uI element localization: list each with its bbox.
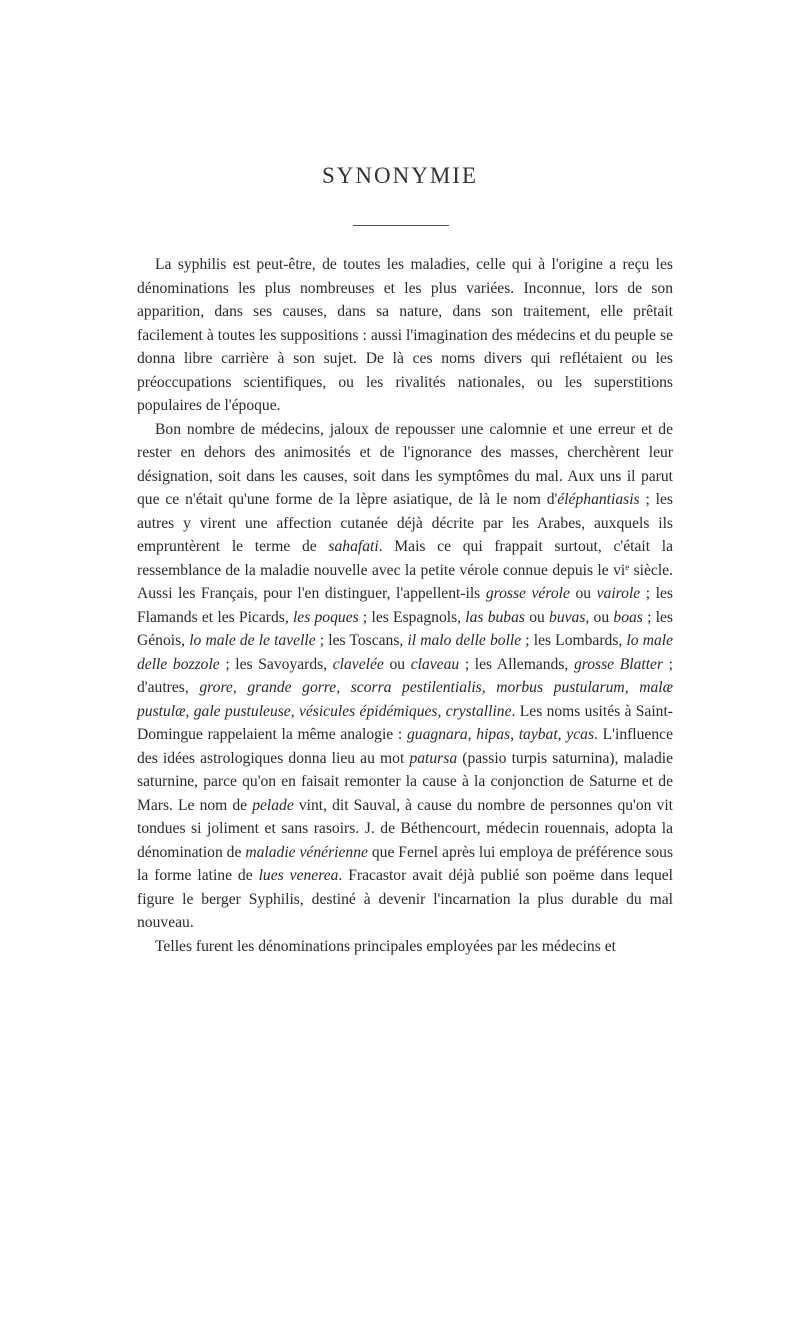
text-run: vint, dit Sauval, à cause du nombre de personnes qu'on vit tondues si joliment et sans rasoirs. J. de Béthencourt, médecin rouennais, adopta la dénomination de <box>137 796 673 861</box>
text-run: siècle. Aussi les Français, pour l'en distinguer, l'appellent-ils <box>137 561 673 602</box>
text-run: ; les Génois, <box>137 608 673 649</box>
text-run: vi <box>613 561 626 579</box>
italic-term: vairole <box>596 585 641 602</box>
body-text <box>137 253 673 958</box>
text-run: ou <box>383 655 411 673</box>
text-run: ; les Flamands et les Picards, <box>137 585 673 626</box>
text-run: . Mais ce qui frappait surtout, c'était la ressemblance de la maladie nouvelle avec la petite vérole connue depuis le <box>137 538 673 579</box>
text-run: (passio turpis saturnina), maladie saturnine, parce qu'on en faisait remonter la cause à la conjonction de Saturne et de Mars. Le nom de <box>137 749 673 814</box>
title-divider <box>353 225 449 226</box>
text-run: ; les Toscans, <box>315 632 408 649</box>
text-run: , ou <box>585 608 614 626</box>
italic-term: il malo delle bolle <box>407 632 522 649</box>
italic-term: claveau <box>410 655 460 673</box>
paragraph <box>137 418 673 935</box>
text-run: Bon nombre de médecins, jaloux de repousser une calomnie et une erreur et de rester en dehors des animosités et de l'ignorance des masses, cherchèrent leur désignation, soit dans les causes, soit dans les symptômes du mal. Aux uns il parut que ce n'était qu'une forme de la lèpre asiatique, de là le nom d' <box>137 420 673 508</box>
text-run: ; les Savoyards, <box>219 655 333 673</box>
italic-term: patursa <box>409 749 458 767</box>
text-run: ou <box>569 585 597 602</box>
italic-term: lo male delle bozzole <box>137 632 674 673</box>
italic-term: éléphantiasis <box>557 491 640 508</box>
italic-term: les poques <box>292 608 359 626</box>
chapter-title: SYNONYMIE <box>322 163 478 189</box>
italic-term: guagnara, hipas, taybat, ycas <box>407 726 595 743</box>
italic-term: boas <box>613 608 643 626</box>
italic-term: grosse vérole <box>485 585 570 602</box>
text-run: ; les Allemands, <box>459 655 574 673</box>
text-run: . Fracastor avait déjà publié son poëme dans lequel figure le berger Syphilis, destiné à devenir l'incarnation la plus durable du mal nouveau. <box>137 867 673 931</box>
superscript-text: e <box>625 561 630 572</box>
italic-term: sahafati <box>328 538 379 555</box>
italic-term: las bubas <box>465 608 525 626</box>
italic-term: lues venerea <box>258 867 339 884</box>
text-run: . Les noms usités à Saint-Domingue rappelaient la même analogie : <box>137 702 673 743</box>
italic-term: clavelée <box>332 655 384 673</box>
text-run: La syphilis est peut-être, de toutes les maladies, celle qui à l'origine a reçu les dénominations les plus nombreuses et les plus variées. Inconnue, lors de son apparition, dans ses causes, dans sa nature, dans son traitement, elle prêtait facilement à toutes les suppositions : aussi l'imagination des médecins et du peuple se donna libre carrière à son sujet. De là ces noms divers qui reflétaient ou les préoccupations scientifiques, ou les rivalités nationales, ou les superstitions populaires de l'époque. <box>137 256 673 414</box>
text-run: ; d'autres, <box>137 655 673 696</box>
italic-term: buvas <box>549 608 586 626</box>
paragraph <box>137 935 673 959</box>
text-run: Telles furent les dénominations principales employées par les médecins et <box>155 937 616 955</box>
text-run: ; les autres y virent une affection cutanée déjà décrite par les Arabes, auxquels ils empruntèrent le terme de <box>137 491 673 555</box>
italic-term: grosse Blatter <box>573 655 664 673</box>
italic-term: lo male de le tavelle <box>189 632 316 649</box>
text-run: que Fernel après lui employa de préférence sous la forme latine de <box>137 843 674 884</box>
text-run: . L'influence des idées astrologiques donna lieu au mot <box>137 726 673 767</box>
text-run: ; les Lombards, <box>521 632 627 649</box>
paragraph <box>137 253 673 418</box>
text-run: ou <box>524 608 550 626</box>
text-run: ; les Espagnols, <box>358 608 466 626</box>
italic-term: grore, grande gorre, scorra pestilentialis, morbus pustularum, malæ pustulæ, gale pustuleuse, vésicules épidémiques, crystalline <box>137 679 673 720</box>
italic-term: maladie vénérienne <box>245 843 368 861</box>
italic-term: pelade <box>252 796 294 814</box>
